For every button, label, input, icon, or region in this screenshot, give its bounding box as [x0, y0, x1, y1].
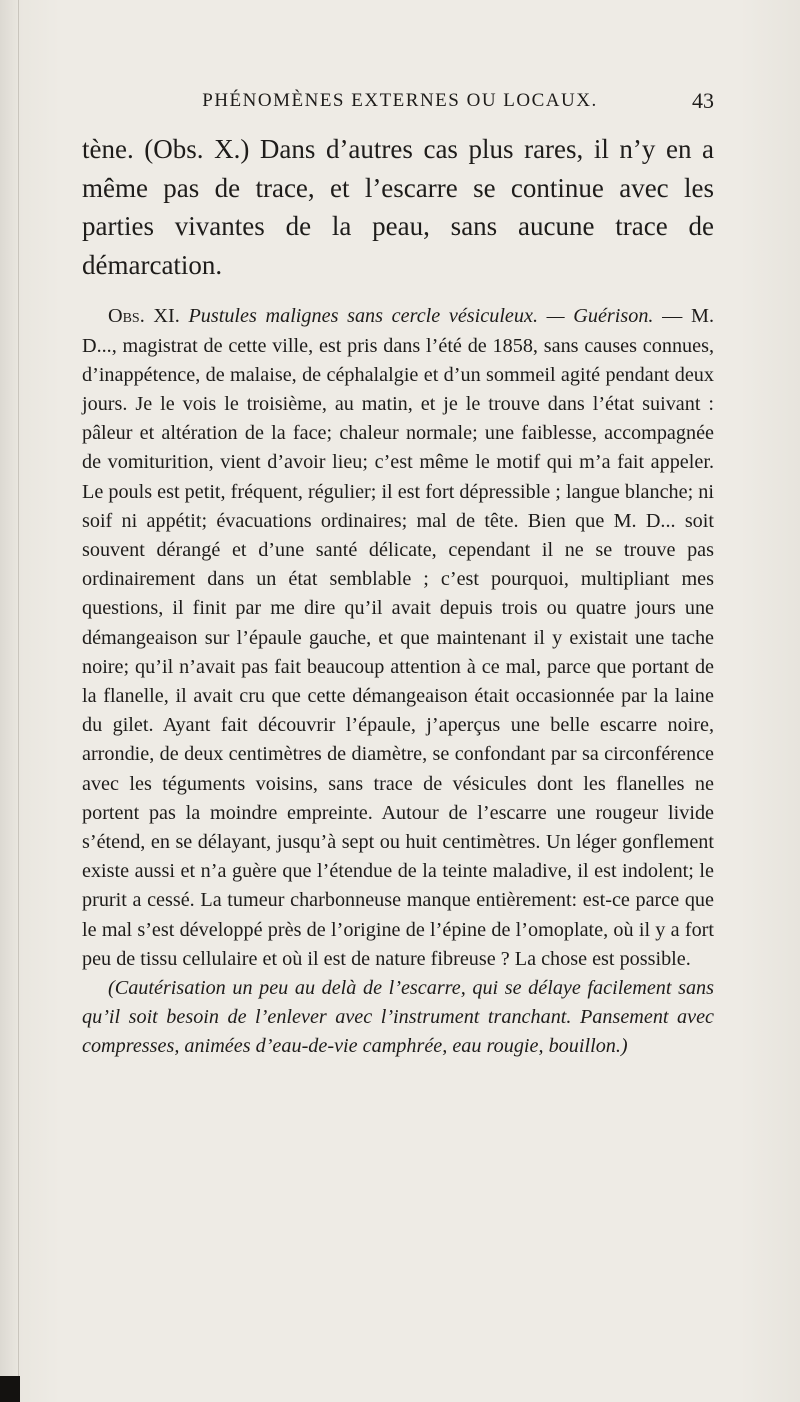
page-number: 43 — [692, 88, 714, 113]
page-header — [0, 88, 800, 118]
page-binding-edge — [18, 0, 19, 1402]
observation-text: — M. D..., magistrat de cette ville, est pris dans l’été de 1858, sans causes connues, d’inappétence, de malaise, de céphalalgie et d’un sommeil agité pendant deux jours. Je le vois le troisième, au matin, et je le trouve dans l’état suivant : pâleur et altération de la face; chaleur normale; une faiblesse, accompagnée de vomiturition, vient d’avoir lieu; c’est même le motif qui m’a fait appeler. Le pouls est petit, fréquent, régulier; il est fort dépressible ; langue blanche; ni soif ni appétit; évacuations ordinaires; mal de tête. Bien que M. D... soit souvent dérangé et d’une santé délicate, cependant il ne se trouve pas ordinairement dans un état semblable ; c’est pourquoi, multipliant mes questions, il finit par me dire qu’il avait depuis trois ou quatre jours une démangeaison sur l’épaule gauche, et que maintenant il y existait une tache noire; qu’il n’avait pas fait beaucoup attention à ce mal, parce que portant de la flanelle, il avait cru que cette démangeaison était occasionnée par la laine du gilet. Ayant fait découvrir l’épaule, j’aperçus une belle escarre noire, arrondie, de deux centimètres de diamètre, se confondant par sa circonférence avec les téguments voisins, sans trace de vésicules dont les flanelles ne portent pas la moindre empreinte. Autour de l’escarre une rougeur livide s’étend, en se délayant, jusqu’à sept ou huit centimètres. Un léger gonflement existe aussi et n’a guère que l’étendue de la teinte maladive, il est indolent; le prurit a cessé. La tumeur charbonneuse manque entièrement: est-ce parce que le mal s’est développé près de l’origine de l’épine de l’omoplate, où il y a fort peu de tissu cellulaire et où il est de nature fibreuse ? La chose est possible. — [82, 305, 715, 970]
treatment-note: (Cautérisation un peu au delà de l’escarre, qui se délaye facilement sans qu’il soit besoin de l’enlever avec l’instrument tranchant. Pansement avec compresses, animées d’eau-de-vie camphrée, eau rougie, bouillon.) — [82, 977, 714, 1058]
observation-title: Pustules malignes sans cercle vésiculeux. — Guérison. — [188, 305, 654, 328]
running-title: PHÉNOMÈNES EXTERNES OU LOCAUX. — [202, 90, 598, 111]
page-body — [82, 130, 714, 1062]
scan-corner-mark — [0, 1376, 20, 1402]
observation-paragraph — [82, 302, 714, 974]
lead-paragraph: tène. (Obs. X.) Dans d’autres cas plus rares, il n’y en a même pas de trace, et l’escarre se continue avec les parties vivantes de la peau, sans aucune trace de démarcation. — [82, 134, 714, 280]
observation-label: Obs. XI. — [108, 305, 180, 328]
